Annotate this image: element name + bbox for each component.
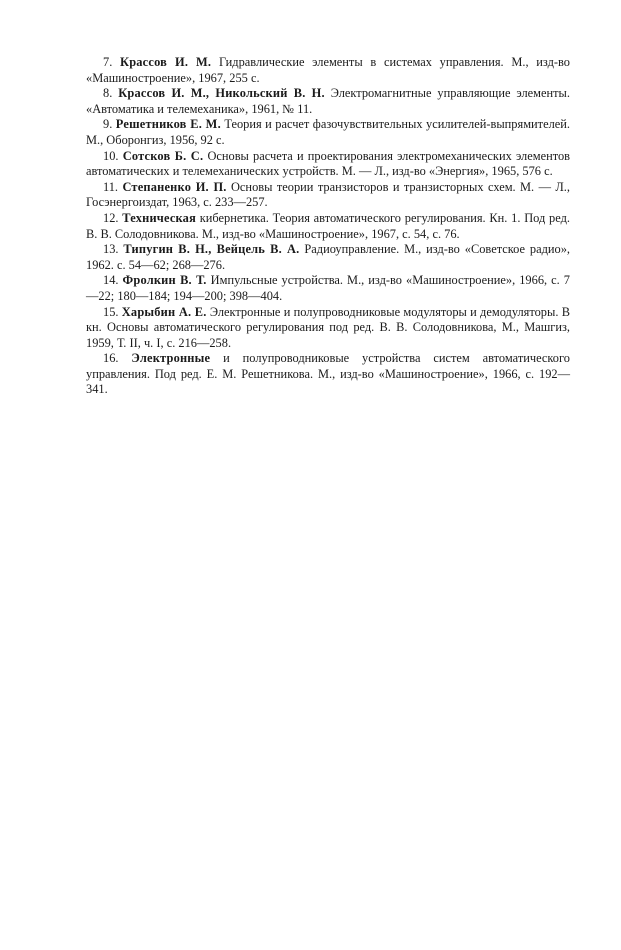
reference-number: 12.	[103, 210, 119, 225]
reference-entry	[86, 180, 570, 211]
reference-number: 7.	[103, 55, 113, 69]
reference-entry	[86, 55, 570, 86]
reference-number: 15.	[103, 304, 119, 319]
reference-text: и полупроводниковые устройства систем автоматического управления. Под ред. Е. М. Решетникова. М., изд-во «Машиностроение», 1966, с. 192—341.	[86, 351, 570, 397]
reference-author: Крассов И. М.	[120, 55, 212, 69]
bibliography-list	[86, 55, 570, 398]
reference-author: Харыбин А. Е.	[121, 304, 207, 319]
reference-text: Импульсные устройства. М., изд-во «Машиностроение», 1966, с. 7—22; 180—184; 194—200; 398—404.	[86, 273, 570, 303]
reference-author: Крассов И. М., Никольский В. Н.	[118, 86, 325, 101]
reference-entry	[86, 351, 570, 398]
reference-entry	[86, 305, 570, 352]
reference-author: Степаненко И. П.	[122, 179, 227, 194]
reference-number: 8.	[103, 86, 113, 101]
reference-number: 13.	[103, 242, 119, 257]
reference-text: Основы расчета и проектирования электромеханических элементов автоматических и телемеханических устройств. М. — Л., изд-во «Энергия», 1965, 576 с.	[86, 148, 570, 179]
reference-author: Фролкин В. Т.	[122, 273, 207, 288]
reference-entry	[86, 86, 570, 117]
reference-text: Основы теории транзисторов и транзисторных схем. М. — Л., Госэнергоиздат, 1963, с. 233—257.	[86, 179, 570, 210]
reference-entry	[86, 211, 570, 242]
reference-author: Типугин В. Н., Вейцель В. А.	[123, 242, 300, 257]
reference-text: кибернетика. Теория автоматического регулирования. Кн. 1. Под ред. В. В. Солодовникова. М., изд-во «Машиностроение», 1967, с. 54, с. 76.	[86, 210, 570, 241]
reference-number: 11.	[103, 179, 119, 194]
reference-author: Сотсков Б. С.	[122, 148, 204, 163]
reference-entry	[86, 273, 570, 304]
reference-entry	[86, 117, 570, 148]
reference-text: Электромагнитные управляющие элементы. «Автоматика и телемеханика», 1961, № 11.	[86, 86, 570, 116]
reference-number: 14.	[103, 273, 119, 288]
reference-text: Электронные и полупроводниковые модуляторы и демодуляторы. В кн. Основы автоматического регулирования под ред. В. В. Солодовникова, М., Машгиз, 1959, Т. II, ч. I, с. 216—258.	[86, 304, 570, 350]
reference-author: Решетников Е. М.	[115, 117, 221, 132]
reference-number: 9.	[103, 117, 113, 132]
reference-number: 16.	[103, 351, 119, 366]
reference-entry	[86, 149, 570, 180]
reference-number: 10.	[103, 148, 119, 163]
reference-text: Радиоуправление. М., изд-во «Советское радио», 1962. с. 54—62; 268—276.	[86, 242, 571, 272]
reference-author: Электронные	[131, 351, 211, 366]
reference-author: Техническая	[122, 210, 196, 225]
reference-text: Гидравлические элементы в системах управления. М., изд-во «Машиностроение», 1967, 255 с.	[86, 55, 570, 85]
reference-entry	[86, 242, 570, 273]
reference-text: Теория и расчет фазочувствительных усилителей-выпрямителей. М., Оборонгиз, 1956, 92 с.	[86, 117, 570, 147]
